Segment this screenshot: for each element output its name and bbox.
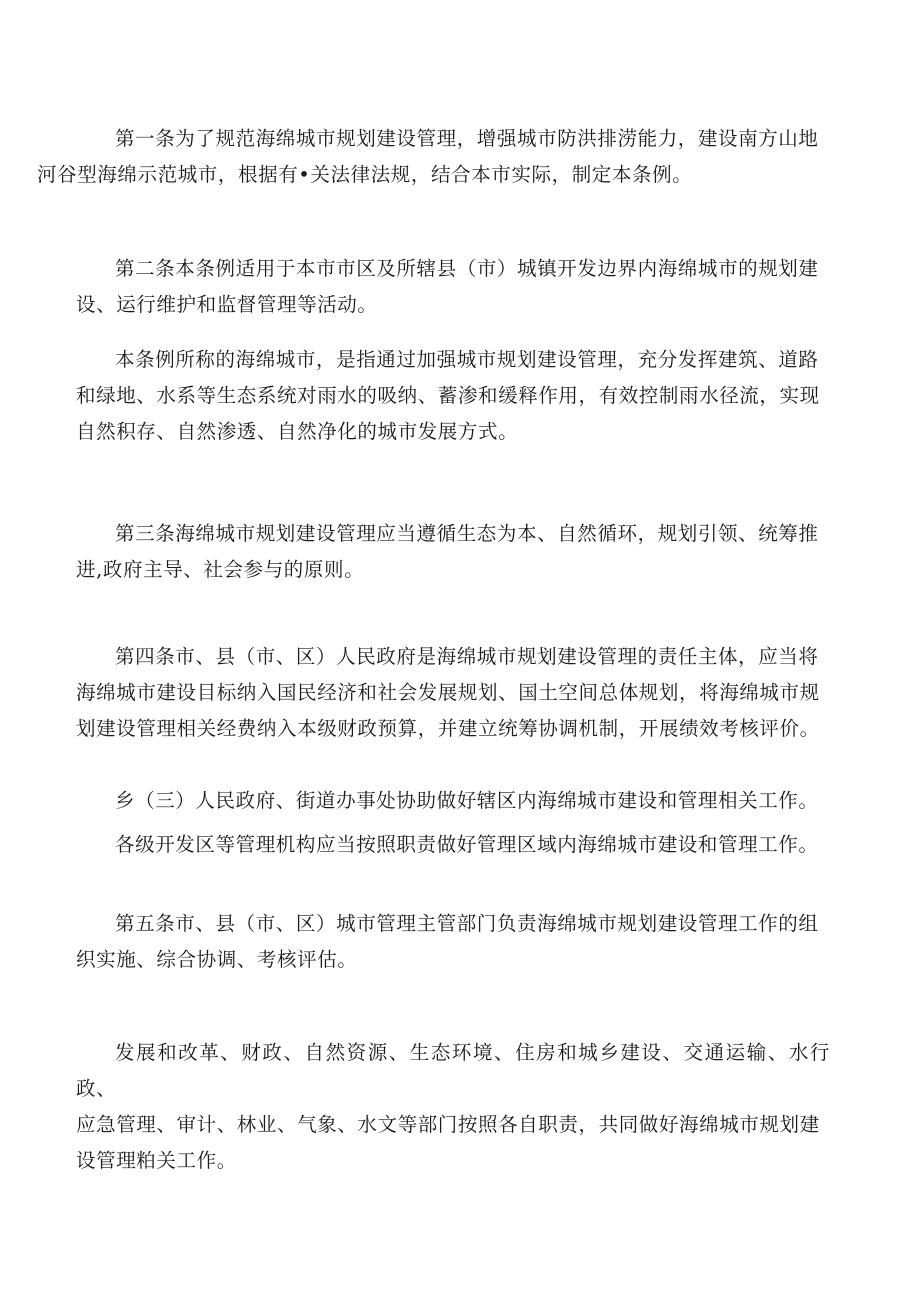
article-4-paragraph: [76, 639, 830, 747]
text-line: 河谷型海绵示范城市，根据有•关法律法规，结合本市实际，制定本条例。: [37, 163, 693, 186]
text-line: 海绵城市建设目标纳入国民经济和社会发展规划、国土空间总体规划，将海绵城市规: [76, 681, 820, 704]
text-line: 进,政府主导、社会参与的原则。: [76, 558, 365, 581]
article-1-paragraph: [37, 121, 830, 193]
article-2-paragraph: [76, 251, 830, 323]
text-line: 乡（三）人民政府、街道办事处协助做好辖区内海绵城市建设和管理相关工作。: [115, 789, 819, 812]
development-zone-paragraph: [76, 827, 830, 863]
township-government-paragraph: [76, 783, 830, 819]
departments-paragraph: [76, 1035, 830, 1179]
text-line: 第五条市、县（市、区）城市管理主管部门负责海绵城市规划建设管理工作的组: [115, 912, 819, 935]
text-line: 应急管理、审计、林业、气象、水文等部门按照各自职责，共同做好海绵城市规划建: [76, 1113, 820, 1136]
text-line: 第三条海绵城市规划建设管理应当遵循生态为本、自然循环，规划引领、统筹推: [115, 522, 819, 545]
text-line: 设、运行维护和监督管理等活动。: [76, 293, 378, 316]
text-line: 设管理粕关工作。: [76, 1149, 237, 1172]
text-line: 本条例所称的海绵城市，是指通过加强城市规划建设管理，充分发挥建筑、道路: [115, 348, 819, 371]
text-line: 和绿地、水系等生态系统对雨水的吸纳、蓄渗和缓释作用，有效控制雨水径流，实现: [76, 384, 820, 407]
text-line: 第一条为了规范海绵城市规划建设管理，增强城市防洪排涝能力，建设南方山地: [115, 127, 819, 150]
text-line: 织实施、综合协调、考核评估。: [76, 948, 358, 971]
text-line: 第二条本条例适用于本市市区及所辖县（市）城镇开发边界内海绵城市的规划建: [115, 257, 819, 280]
text-line: 划建设管理相关经费纳入本级财政预算，并建立统筹协调机制，开展绩效考核评价。: [76, 717, 820, 740]
sponge-city-definition-paragraph: [76, 342, 830, 450]
article-3-paragraph: [76, 516, 830, 588]
text-line: 各级开发区等管理机构应当按照职责做好管理区域内海绵城市建设和管理工作。: [115, 833, 819, 856]
article-5-paragraph: [76, 906, 830, 978]
text-line: 发展和改革、财政、自然资源、生态环境、住房和城乡建设、交通运输、水行政、: [76, 1041, 830, 1100]
text-line: 自然积存、自然渗透、自然净化的城市发展方式。: [76, 420, 519, 443]
text-line: 第四条市、县（市、区）人民政府是海绵城市规划建设管理的责任主体，应当将: [115, 645, 819, 668]
